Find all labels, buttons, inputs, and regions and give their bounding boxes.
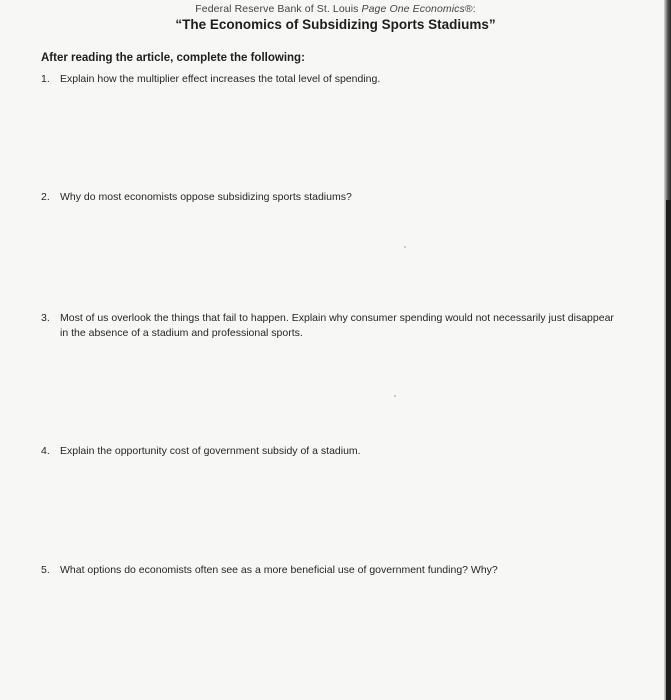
question-5 xyxy=(41,563,621,578)
question-number: 4. xyxy=(41,445,50,457)
question-number: 5. xyxy=(41,564,50,576)
source-trademark: ®: xyxy=(464,3,476,15)
source-publisher: Federal Reserve Bank of St. Louis xyxy=(195,3,359,15)
source-publication: Page One Economics xyxy=(361,3,465,15)
question-text: What options do economists often see as a more beneficial use of government funding? Why? xyxy=(60,564,498,576)
question-2 xyxy=(41,190,621,205)
question-text: Explain how the multiplier effect increases the total level of spending. xyxy=(60,73,381,85)
question-3 xyxy=(41,311,621,341)
question-text: Most of us overlook the things that fail to happen. Explain why consumer spending would not necessarily just disappear in the absence of a stadium and professional sports. xyxy=(60,312,614,339)
page-edge-dark xyxy=(666,200,671,700)
question-1 xyxy=(41,72,621,87)
question-number: 2. xyxy=(41,191,50,203)
paper-speck xyxy=(404,246,406,248)
question-number: 3. xyxy=(41,312,50,324)
question-number: 1. xyxy=(41,73,50,85)
instructions-heading: After reading the article, complete the following: xyxy=(41,52,305,64)
article-title: “The Economics of Subsidizing Sports Stadiums” xyxy=(175,17,496,32)
source-line xyxy=(0,3,671,15)
question-text: Why do most economists oppose subsidizing sports stadiums? xyxy=(60,191,352,203)
question-text: Explain the opportunity cost of government subsidy of a stadium. xyxy=(60,445,361,457)
question-4 xyxy=(41,444,621,459)
paper-speck xyxy=(394,395,396,397)
